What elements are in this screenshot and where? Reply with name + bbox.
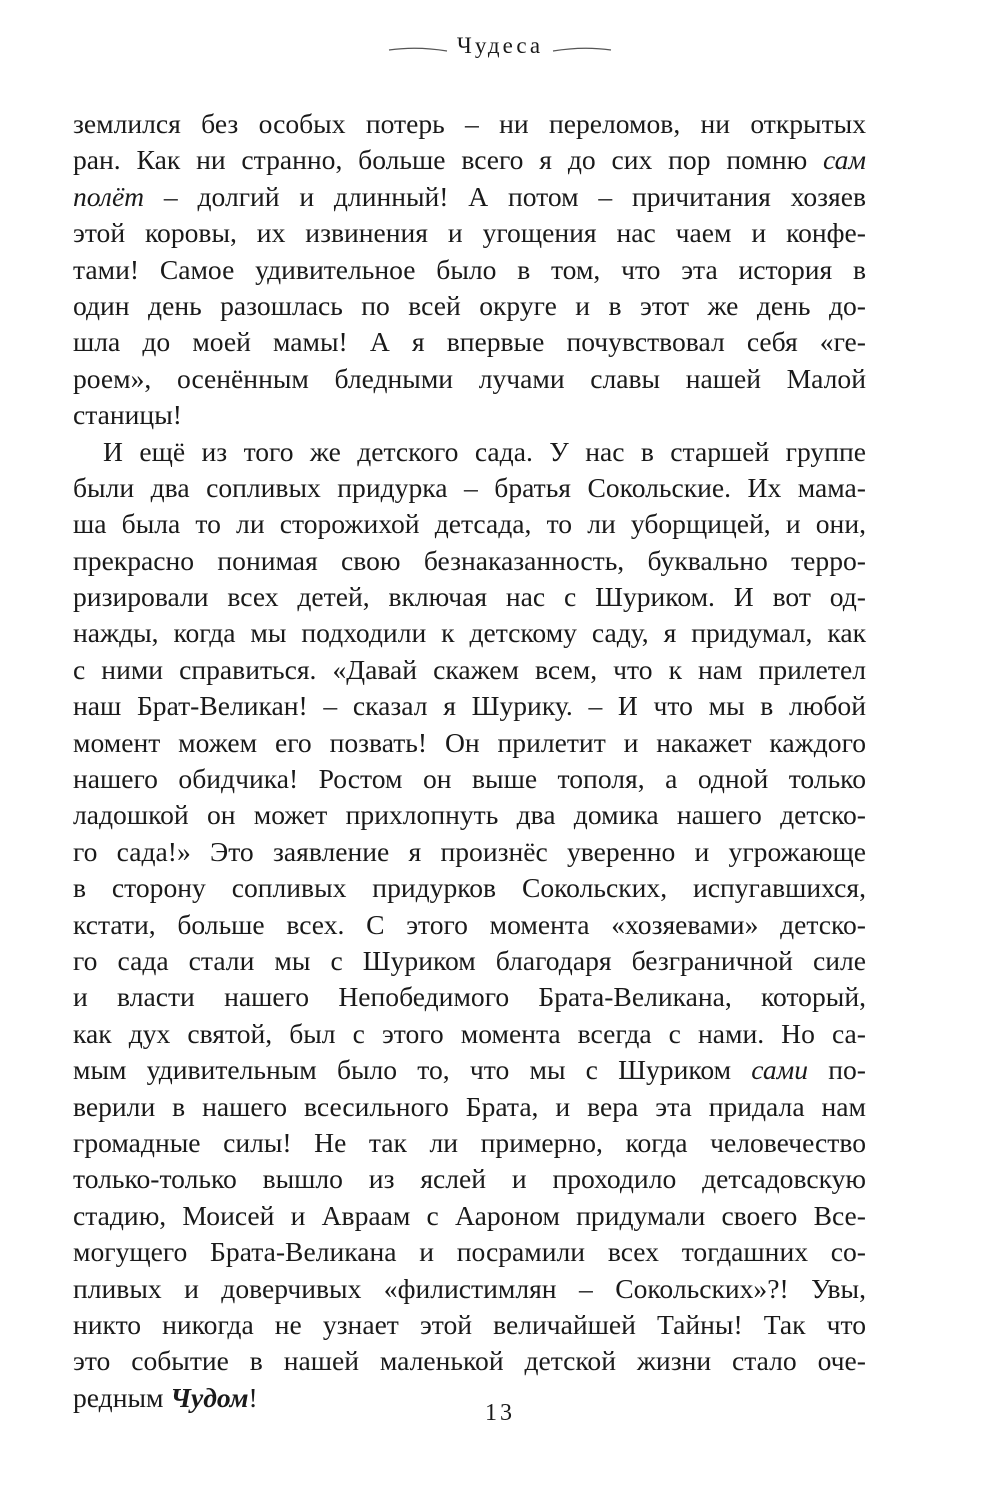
- text-line: [73, 870, 866, 906]
- text-line: [73, 288, 866, 324]
- text-segment: прекрасно понимая свою безнаказанность, буквально терро-: [73, 544, 866, 576]
- text-segment: редным: [73, 1381, 171, 1413]
- text-segment: ризировали всех детей, включая нас с Шуриком. И вот од-: [73, 581, 866, 613]
- text-segment: нашего обидчика! Ростом он выше тополя, а одной только: [73, 763, 866, 795]
- text-line: [73, 397, 866, 433]
- text-segment: как дух святой, был с этого момента всегда с нами. Но са-: [73, 1017, 866, 1049]
- text-segment: пливых и доверчивых «филистимлян – Сокольских»?! Увы,: [73, 1272, 866, 1304]
- emphasis-text: сами: [751, 1054, 809, 1086]
- text-segment: и власти нашего Непобедимого Брата-Великана, который,: [73, 981, 866, 1013]
- text-segment: го сада!» Это заявление я произнёс уверенно и угрожающе: [73, 835, 866, 867]
- text-line: [73, 470, 866, 506]
- text-line: [73, 907, 866, 943]
- text-line: [73, 1234, 866, 1270]
- text-line: [73, 1343, 866, 1379]
- paragraph: [73, 106, 866, 434]
- text-line: [73, 579, 866, 615]
- text-segment: станицы!: [73, 399, 182, 431]
- text-segment: только-только вышло из яслей и проходило детсадовскую: [73, 1163, 866, 1195]
- text-line: [73, 1271, 866, 1307]
- text-segment: могущего Брата-Великана и посрамили всех тогдашних со-: [73, 1236, 866, 1268]
- paragraph: [73, 434, 866, 1417]
- text-line: [73, 1198, 866, 1234]
- text-line: [73, 434, 866, 470]
- running-head-right-rule: [551, 37, 613, 55]
- text-segment: роем», осенённым бледными лучами славы нашей Малой: [73, 362, 866, 394]
- text-line: [73, 615, 866, 651]
- strong-emphasis-text: Чудом: [170, 1381, 249, 1413]
- text-line: [73, 725, 866, 761]
- text-line: [73, 834, 866, 870]
- text-line: [73, 215, 866, 251]
- text-line: [73, 1307, 866, 1343]
- text-segment: это событие в нашей маленькой детской жизни стало оче-: [73, 1345, 866, 1377]
- text-segment: один день разошлась по всей округе и в этот же день до-: [73, 289, 866, 321]
- text-segment: момент можем его позвать! Он прилетит и накажет каждого: [73, 726, 866, 758]
- text-line: [73, 761, 866, 797]
- text-segment: – долгий и длинный! А потом – причитания хозяев: [144, 180, 866, 212]
- text-segment: ша была то ли сторожихой детсада, то ли уборщицей, и они,: [73, 508, 866, 540]
- text-segment: И ещё из того же детского сада. У нас в старшей группе: [103, 435, 866, 467]
- text-segment: шла до моей мамы! А я впервые почувствовал себя «ге-: [73, 326, 866, 358]
- text-segment: тами! Самое удивительное было в том, что эта история в: [73, 253, 866, 285]
- text-segment: этой коровы, их извинения и угощения нас чаем и конфе-: [73, 217, 866, 249]
- emphasis-text: сам: [823, 144, 866, 176]
- page-number: 13: [485, 1400, 515, 1426]
- text-line: [73, 943, 866, 979]
- text-line: [73, 688, 866, 724]
- text-segment: ладошкой он может прихлопнуть два домика нашего детско-: [73, 799, 866, 831]
- text-line: [73, 1161, 866, 1197]
- text-segment: никто никогда не узнает этой величайшей Тайны! Так что: [73, 1308, 866, 1340]
- text-segment: кстати, больше всех. С этого момента «хозяевами» детско-: [73, 908, 866, 940]
- body-text: [73, 106, 866, 1416]
- running-head: [0, 34, 1000, 57]
- running-head-left-rule: [387, 37, 449, 55]
- text-line: [73, 506, 866, 542]
- text-segment: громадные силы! Не так ли примерно, когда человечество: [73, 1126, 866, 1158]
- text-segment: нажды, когда мы подходили к детскому саду, я придумал, как: [73, 617, 866, 649]
- text-line: [73, 361, 866, 397]
- text-segment: наш Брат-Великан! – сказал я Шурику. – И что мы в любой: [73, 690, 866, 722]
- text-line: [73, 979, 866, 1015]
- text-line: [73, 797, 866, 833]
- text-line: [73, 324, 866, 360]
- text-segment: по-: [808, 1054, 866, 1086]
- text-segment: с ними справиться. «Давай скажем всем, что к нам прилетел: [73, 653, 866, 685]
- text-segment: стадию, Моисей и Авраам с Аароном придумали своего Все-: [73, 1199, 866, 1231]
- text-line: [73, 106, 866, 142]
- text-line: [73, 1089, 866, 1125]
- text-segment: в сторону сопливых придурков Сокольских, испугавшихся,: [73, 872, 866, 904]
- text-segment: ран. Как ни странно, больше всего я до сих пор помню: [73, 144, 824, 176]
- text-line: [73, 652, 866, 688]
- running-title: Чудеса: [456, 33, 544, 58]
- text-segment: !: [248, 1381, 258, 1413]
- text-segment: были два сопливых придурка – братья Сокольские. Их мама-: [73, 471, 866, 503]
- text-segment: го сада стали мы с Шуриком благодаря безграничной силе: [73, 944, 866, 976]
- text-line: [73, 1125, 866, 1161]
- text-line: [73, 1016, 866, 1052]
- text-line: [73, 543, 866, 579]
- text-segment: верили в нашего всесильного Брата, и вера эта придала нам: [73, 1090, 866, 1122]
- text-line: [73, 1052, 866, 1088]
- text-segment: мым удивительным было то, что мы с Шуриком: [73, 1054, 752, 1086]
- text-segment: землился без особых потерь – ни переломов, ни открытых: [73, 108, 866, 139]
- text-line: [73, 179, 866, 215]
- text-line: [73, 142, 866, 178]
- text-line: [73, 252, 866, 288]
- emphasis-text: полёт: [73, 180, 145, 212]
